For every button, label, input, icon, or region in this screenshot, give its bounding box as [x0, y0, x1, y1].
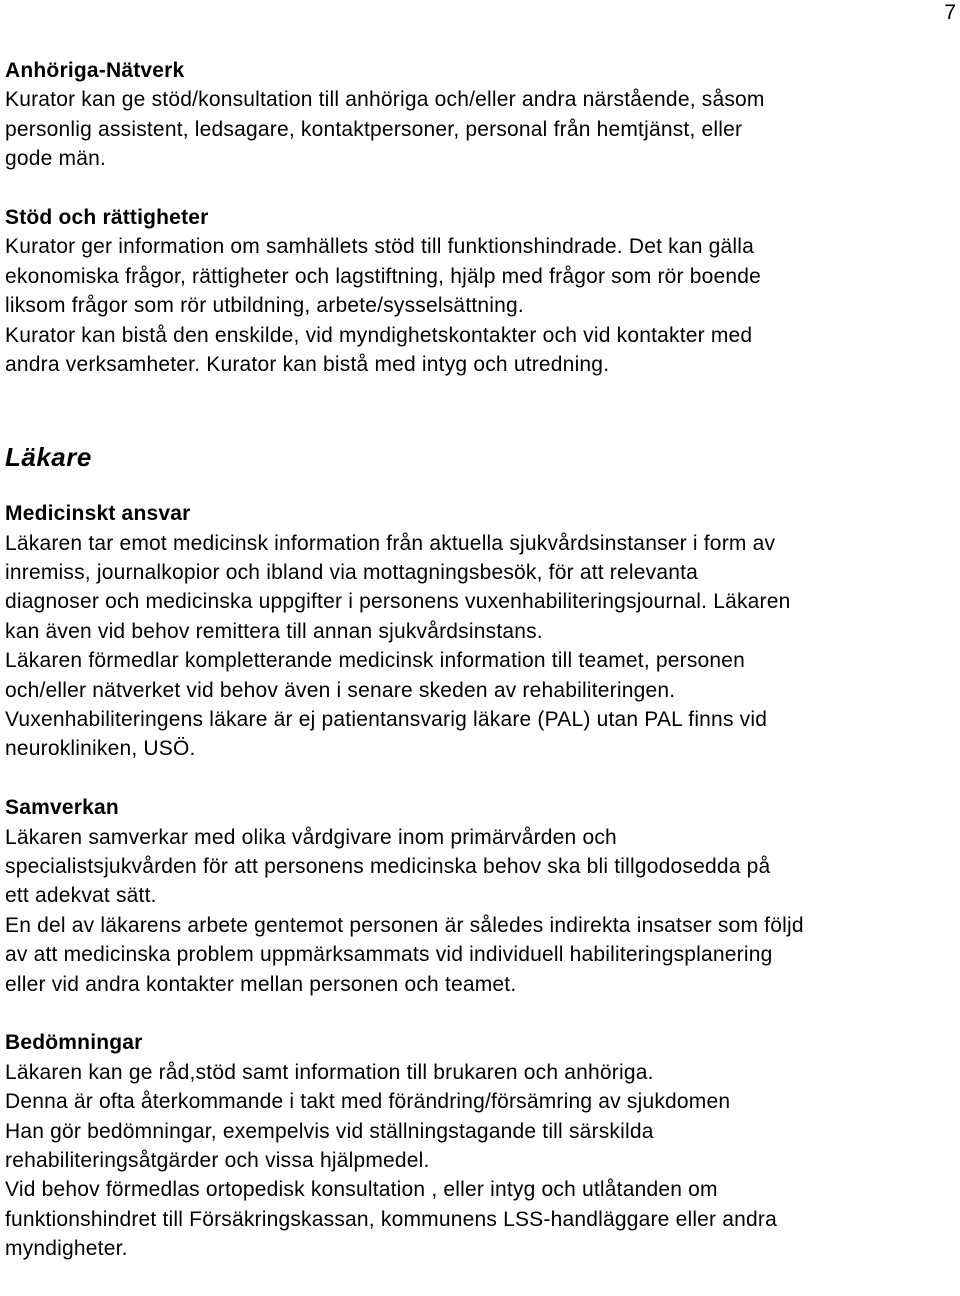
paragraph-line: rehabiliteringsåtgärder och vissa hjälpmedel.: [5, 1148, 430, 1172]
paragraph-line: Kurator ger information om samhällets stöd till funktionshindrade. Det kan gälla: [5, 235, 755, 259]
paragraph-line: Kurator kan bistå den enskilde, vid myndighetskontakter och vid kontakter med: [5, 323, 753, 347]
paragraph-line: gode män.: [5, 147, 107, 171]
paragraph-line: En del av läkarens arbete gentemot personen är således indirekta insatser som följd: [5, 913, 804, 937]
section-samverkan: [5, 793, 960, 999]
section-anhoriga-natverk: [5, 56, 960, 174]
section-medicinskt-ansvar: [5, 499, 960, 764]
paragraph-line: ett adekvat sätt.: [5, 884, 157, 908]
section-heading: Stöd och rättigheter: [5, 205, 209, 229]
spacer: [5, 764, 960, 793]
paragraph-line: inremiss, journalkopior och ibland via mottagningsbesök, för att relevanta: [5, 561, 698, 585]
paragraph-line: Vuxenhabiliteringens läkare är ej patientansvarig läkare (PAL) utan PAL finns vid: [5, 708, 768, 732]
paragraph-line: personlig assistent, ledsagare, kontaktpersoner, personal från hemtjänst, eller: [5, 117, 743, 141]
section-heading: Anhöriga-Nätverk: [5, 59, 185, 82]
paragraph-line: av att medicinska problem uppmärksammats vid individuell habiliteringsplanering: [5, 943, 773, 967]
paragraph-line: Denna är ofta återkommande i takt med förändring/försämring av sjukdomen: [5, 1090, 731, 1114]
section-stod-och-rattigheter: [5, 203, 960, 379]
paragraph-line: myndigheter.: [5, 1237, 128, 1261]
document-body: [5, 56, 960, 1263]
paragraph-line: diagnoser och medicinska uppgifter i personens vuxenhabiliteringsjournal. Läkaren: [5, 590, 791, 614]
paragraph-line: Läkaren förmedlar kompletterande medicinsk information till teamet, personen: [5, 649, 746, 673]
paragraph-line: Läkaren samverkar med olika vårdgivare inom primärvården och: [5, 825, 617, 849]
paragraph-line: Kurator kan ge stöd/konsultation till anhöriga och/eller andra närstående, såsom: [5, 88, 765, 112]
chapter-title-lakare: Läkare: [5, 442, 92, 473]
paragraph-line: eller vid andra kontakter mellan personen och teamet.: [5, 972, 517, 996]
paragraph-line: ekonomiska frågor, rättigheter och lagstiftning, hjälp med frågor som rör boende: [5, 264, 762, 288]
page-number: 7: [944, 1, 956, 24]
section-heading: Medicinskt ansvar: [5, 502, 191, 526]
paragraph-line: Läkaren tar emot medicinsk information från aktuella sjukvårdsinstanser i form av: [5, 531, 776, 555]
paragraph-line: liksom frågor som rör utbildning, arbete/sysselsättning.: [5, 294, 524, 318]
paragraph-line: neurokliniken, USÖ.: [5, 737, 196, 761]
section-bedomningar: [5, 1028, 960, 1263]
paragraph-line: andra verksamheter. Kurator kan bistå med intyg och utredning.: [5, 352, 610, 376]
spacer: [5, 174, 960, 203]
paragraph-line: Vid behov förmedlas ortopedisk konsultation , eller intyg och utlåtanden om: [5, 1178, 718, 1202]
section-heading: Samverkan: [5, 796, 119, 820]
paragraph-line: och/eller nätverket vid behov även i senare skeden av rehabiliteringen.: [5, 678, 676, 702]
spacer: [5, 999, 960, 1028]
paragraph-line: funktionshindret till Försäkringskassan, kommunens LSS-handläggare eller andra: [5, 1207, 777, 1231]
paragraph-line: Han gör bedömningar, exempelvis vid ställningstagande till särskilda: [5, 1119, 654, 1143]
paragraph-line: kan även vid behov remittera till annan sjukvårdsinstans.: [5, 619, 543, 643]
paragraph-line: Läkaren kan ge råd,stöd samt information till brukaren och anhöriga.: [5, 1060, 654, 1084]
section-heading: Bedömningar: [5, 1031, 143, 1055]
paragraph-line: specialistsjukvården för att personens medicinska behov ska bli tillgodosedda på: [5, 854, 771, 878]
